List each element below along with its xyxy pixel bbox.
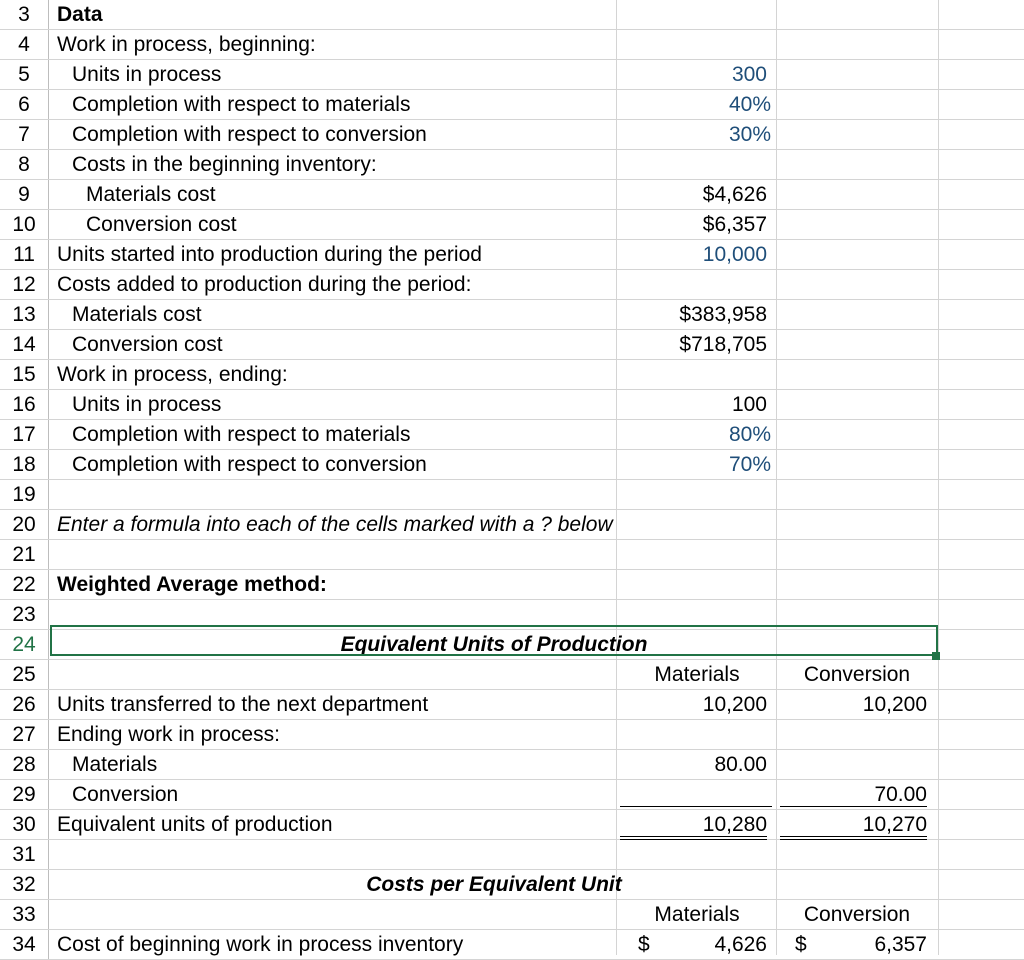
cell-a27[interactable]: Ending work in process: bbox=[57, 723, 280, 746]
row-header[interactable]: 23 bbox=[0, 600, 49, 629]
header-materials[interactable]: Materials bbox=[654, 663, 740, 686]
row-header[interactable]: 20 bbox=[0, 510, 49, 539]
row-9 bbox=[0, 180, 1024, 210]
fill-handle[interactable] bbox=[932, 652, 940, 660]
cell-c29[interactable] bbox=[620, 780, 772, 807]
cell-a17[interactable]: Completion with respect to materials bbox=[72, 423, 411, 446]
row-header[interactable]: 5 bbox=[0, 60, 49, 89]
row-7 bbox=[0, 120, 1024, 150]
cell-d34[interactable]: 6,357 bbox=[874, 933, 927, 956]
row-3 bbox=[0, 0, 1024, 30]
row-17 bbox=[0, 420, 1024, 450]
row-header[interactable]: 12 bbox=[0, 270, 49, 299]
row-25 bbox=[0, 660, 1024, 690]
cell-a12[interactable]: Costs added to production during the period: bbox=[57, 273, 472, 296]
header-conversion[interactable]: Conversion bbox=[803, 663, 911, 686]
row-header[interactable]: 15 bbox=[0, 360, 49, 389]
row-header-selected[interactable]: 24 bbox=[0, 630, 49, 659]
row-4 bbox=[0, 30, 1024, 60]
section-title-costs-per-unit[interactable]: Costs per Equivalent Unit bbox=[366, 873, 622, 896]
cell-a28[interactable]: Materials bbox=[72, 753, 158, 776]
row-header[interactable]: 26 bbox=[0, 690, 49, 719]
row-22 bbox=[0, 570, 1024, 600]
row-header[interactable]: 3 bbox=[0, 0, 49, 29]
row-header[interactable]: 4 bbox=[0, 30, 49, 59]
row-header[interactable]: 13 bbox=[0, 300, 49, 329]
cell-c6[interactable]: 40% bbox=[728, 93, 771, 116]
row-header[interactable]: 17 bbox=[0, 420, 49, 449]
header-materials[interactable]: Materials bbox=[654, 903, 740, 926]
active-cell-selection[interactable] bbox=[50, 625, 938, 656]
cell-c13[interactable]: $383,958 bbox=[679, 303, 767, 326]
cell-a13[interactable]: Materials cost bbox=[72, 303, 202, 326]
row-21 bbox=[0, 540, 1024, 570]
row-28 bbox=[0, 750, 1024, 780]
cell-c16[interactable]: 100 bbox=[731, 393, 767, 416]
row-26 bbox=[0, 690, 1024, 720]
header-conversion[interactable]: Conversion bbox=[803, 903, 911, 926]
currency-symbol: $ bbox=[638, 933, 650, 956]
row-header[interactable]: 10 bbox=[0, 210, 49, 239]
row-8 bbox=[0, 150, 1024, 180]
cell-a26[interactable]: Units transferred to the next department bbox=[57, 693, 429, 716]
cell-a4[interactable]: Work in process, beginning: bbox=[57, 33, 316, 56]
cell-a29[interactable]: Conversion bbox=[72, 783, 179, 806]
row-header[interactable]: 28 bbox=[0, 750, 49, 779]
cell-c26[interactable]: 10,200 bbox=[702, 693, 767, 716]
cell-a8[interactable]: Costs in the beginning inventory: bbox=[72, 153, 377, 176]
cell-a5[interactable]: Units in process bbox=[72, 63, 222, 86]
row-16 bbox=[0, 390, 1024, 420]
row-33 bbox=[0, 900, 1024, 930]
cell-c18[interactable]: 70% bbox=[728, 453, 771, 476]
row-20 bbox=[0, 510, 1024, 540]
cell-d30[interactable]: 10,270 bbox=[780, 810, 927, 840]
cell-a20[interactable]: Enter a formula into each of the cells marked with a ? below bbox=[57, 513, 613, 536]
row-5 bbox=[0, 60, 1024, 90]
row-header[interactable]: 8 bbox=[0, 150, 49, 179]
cell-a3[interactable]: Data bbox=[57, 3, 103, 26]
row-header[interactable]: 9 bbox=[0, 180, 49, 209]
row-27 bbox=[0, 720, 1024, 750]
row-header[interactable]: 11 bbox=[0, 240, 49, 269]
cell-c30[interactable]: 10,280 bbox=[620, 810, 767, 840]
row-29 bbox=[0, 780, 1024, 810]
cell-a15[interactable]: Work in process, ending: bbox=[57, 363, 288, 386]
cell-c7[interactable]: 30% bbox=[728, 123, 771, 146]
cell-a14[interactable]: Conversion cost bbox=[72, 333, 223, 356]
cell-c28[interactable]: 80.00 bbox=[714, 753, 767, 776]
row-header[interactable]: 16 bbox=[0, 390, 49, 419]
row-header[interactable]: 32 bbox=[0, 870, 49, 899]
cell-a10[interactable]: Conversion cost bbox=[86, 213, 237, 236]
row-32 bbox=[0, 870, 1024, 900]
cell-a7[interactable]: Completion with respect to conversion bbox=[72, 123, 427, 146]
row-18 bbox=[0, 450, 1024, 480]
cell-a30[interactable]: Equivalent units of production bbox=[57, 813, 333, 836]
row-header[interactable]: 31 bbox=[0, 840, 49, 869]
cell-a34[interactable]: Cost of beginning work in process inventory bbox=[57, 933, 464, 956]
cell-a11[interactable]: Units started into production during the period bbox=[57, 243, 482, 266]
cell-a18[interactable]: Completion with respect to conversion bbox=[72, 453, 427, 476]
cell-c5[interactable]: 300 bbox=[731, 63, 767, 86]
row-13 bbox=[0, 300, 1024, 330]
row-15 bbox=[0, 360, 1024, 390]
row-header[interactable]: 25 bbox=[0, 660, 49, 689]
cell-c11[interactable]: 10,000 bbox=[702, 243, 767, 266]
cell-d26[interactable]: 10,200 bbox=[862, 693, 927, 716]
row-header[interactable]: 21 bbox=[0, 540, 49, 569]
cell-a6[interactable]: Completion with respect to materials bbox=[72, 93, 411, 116]
row-10 bbox=[0, 210, 1024, 240]
cell-a22[interactable]: Weighted Average method: bbox=[57, 573, 327, 596]
row-header[interactable]: 19 bbox=[0, 480, 49, 509]
cell-c9[interactable]: $4,626 bbox=[702, 183, 767, 206]
row-header[interactable]: 18 bbox=[0, 450, 49, 479]
row-header[interactable]: 14 bbox=[0, 330, 49, 359]
row-31 bbox=[0, 840, 1024, 870]
row-30 bbox=[0, 810, 1024, 840]
row-header[interactable]: 27 bbox=[0, 720, 49, 749]
row-header[interactable]: 33 bbox=[0, 900, 49, 929]
row-34 bbox=[0, 930, 1024, 960]
row-header[interactable]: 30 bbox=[0, 810, 49, 839]
currency-symbol: $ bbox=[795, 933, 807, 956]
section-title-equivalent-units[interactable]: Equivalent Units of Production bbox=[340, 633, 648, 656]
cell-d29[interactable]: 70.00 bbox=[780, 780, 927, 807]
cell-c34[interactable]: 4,626 bbox=[714, 933, 767, 956]
row-6 bbox=[0, 90, 1024, 120]
cell-c14[interactable]: $718,705 bbox=[679, 333, 767, 356]
row-header[interactable]: 29 bbox=[0, 780, 49, 809]
row-header[interactable]: 34 bbox=[0, 930, 49, 959]
cell-c17[interactable]: 80% bbox=[728, 423, 771, 446]
row-14 bbox=[0, 330, 1024, 360]
row-11 bbox=[0, 240, 1024, 270]
row-header[interactable]: 22 bbox=[0, 570, 49, 599]
row-12 bbox=[0, 270, 1024, 300]
row-header[interactable]: 7 bbox=[0, 120, 49, 149]
row-header[interactable]: 6 bbox=[0, 90, 49, 119]
cell-c10[interactable]: $6,357 bbox=[702, 213, 767, 236]
row-19 bbox=[0, 480, 1024, 510]
cell-a9[interactable]: Materials cost bbox=[86, 183, 216, 206]
cell-a16[interactable]: Units in process bbox=[72, 393, 222, 416]
